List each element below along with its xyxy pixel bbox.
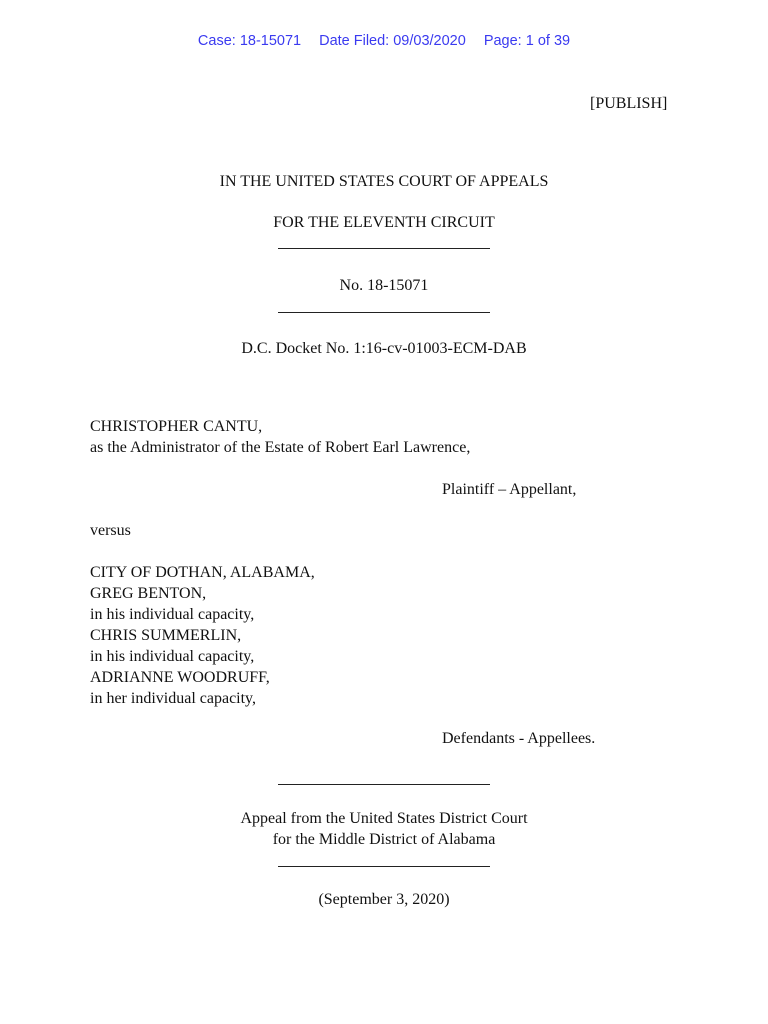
appeal-line2: for the Middle District of Alabama xyxy=(272,831,496,848)
publish-label: [PUBLISH] xyxy=(590,95,668,112)
stamp-case: Case: 18-15071 xyxy=(197,33,302,49)
filing-stamp xyxy=(0,33,768,49)
defendant-line: in her individual capacity, xyxy=(90,690,257,707)
case-number: No. 18-15071 xyxy=(339,277,429,294)
defendant-line: in his individual capacity, xyxy=(90,606,255,623)
defendant-line: CITY OF DOTHAN, ALABAMA, xyxy=(90,564,315,581)
decision-date: (September 3, 2020) xyxy=(318,891,450,908)
plaintiff-capacity: as the Administrator of the Estate of Robert Earl Lawrence, xyxy=(90,439,471,456)
defendant-line: ADRIANNE WOODRUFF, xyxy=(90,669,270,686)
defendant-line: in his individual capacity, xyxy=(90,648,255,665)
docket-number: D.C. Docket No. 1:16-cv-01003-ECM-DAB xyxy=(241,340,527,357)
court-name-line2: FOR THE ELEVENTH CIRCUIT xyxy=(273,214,495,231)
defendants-role: Defendants - Appellees. xyxy=(442,730,596,747)
stamp-date-filed: Date Filed: 09/03/2020 xyxy=(319,33,466,49)
plaintiff-role: Plaintiff – Appellant, xyxy=(442,481,577,498)
divider-rule xyxy=(278,784,490,785)
versus-label: versus xyxy=(90,522,131,539)
divider-rule xyxy=(278,312,490,313)
defendants-block xyxy=(90,562,315,709)
plaintiff-name: CHRISTOPHER CANTU, xyxy=(90,418,263,435)
divider-rule xyxy=(278,248,490,249)
plaintiff-block xyxy=(90,416,470,458)
divider-rule xyxy=(278,866,490,867)
court-name-line1: IN THE UNITED STATES COURT OF APPEALS xyxy=(219,173,549,190)
stamp-page: Page: 1 of 39 xyxy=(483,33,571,49)
defendant-line: CHRIS SUMMERLIN, xyxy=(90,627,242,644)
appeal-line1: Appeal from the United States District Court xyxy=(240,810,528,827)
defendant-line: GREG BENTON, xyxy=(90,585,207,602)
